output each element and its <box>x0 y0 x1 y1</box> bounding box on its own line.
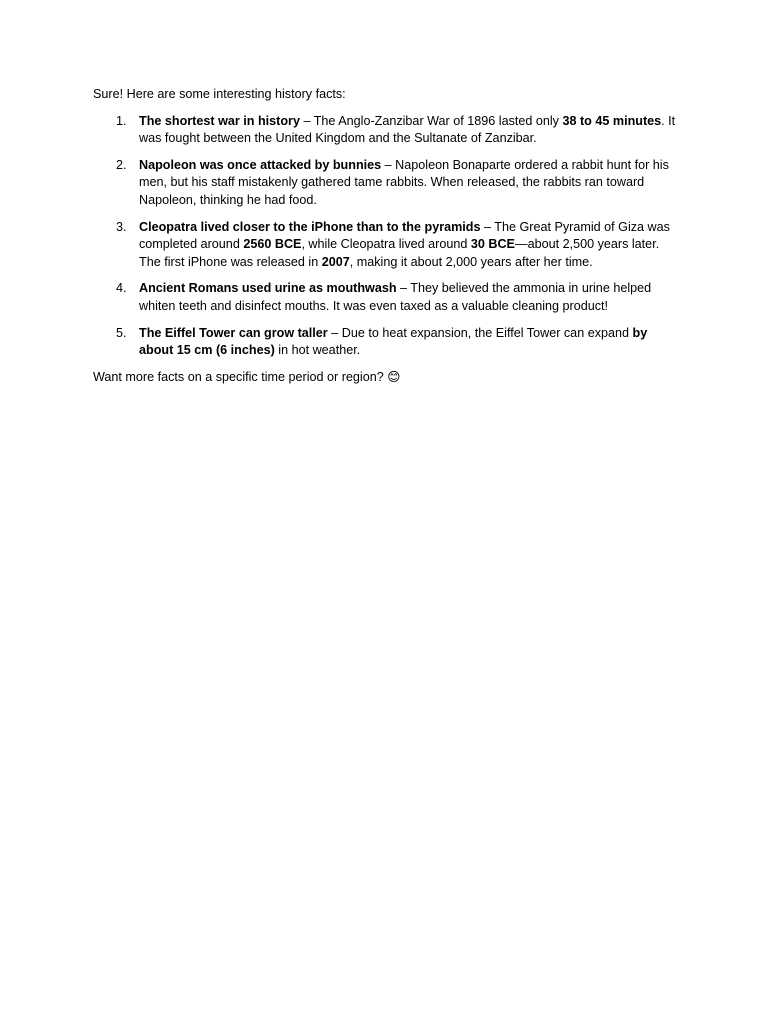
fact-segment: – The Anglo-Zanzibar War of 1896 lasted only <box>299 113 563 128</box>
fact-bold-segment: The Eiffel Tower can grow taller <box>139 325 328 340</box>
fact-segment: – Due to heat expansion, the Eiffel Tower can expand <box>327 325 633 340</box>
fact-text <box>139 114 675 146</box>
fact-bold-segment: Cleopatra lived closer to the iPhone than to the pyramids <box>139 219 481 234</box>
fact-item <box>93 280 683 315</box>
fact-segment: – They believed the ammonia in urine helped whiten teeth and disinfect mouths. It was even taxed as a valuable cleaning product! <box>139 281 652 313</box>
fact-number: 1. <box>116 113 127 128</box>
fact-text <box>139 158 669 207</box>
facts-list <box>93 113 683 360</box>
fact-item <box>93 157 683 210</box>
fact-item <box>93 219 683 272</box>
fact-number: 2. <box>116 157 127 172</box>
fact-item <box>93 325 683 360</box>
outro-text: Want more facts on a specific time period or region? 😊 <box>93 369 401 384</box>
fact-text <box>139 281 651 313</box>
fact-number: 3. <box>116 219 127 234</box>
fact-bold-segment: 38 to 45 minutes <box>562 113 662 128</box>
fact-segment: —about 2,500 years later. The first iPhone was released in <box>139 237 660 269</box>
document-page <box>93 86 683 386</box>
fact-segment: , while Cleopatra lived around <box>301 237 471 252</box>
fact-number: 5. <box>116 325 127 340</box>
fact-bold-segment: 2560 BCE <box>243 237 302 252</box>
fact-text <box>139 326 647 358</box>
fact-segment: in hot weather. <box>274 343 361 358</box>
fact-item <box>93 113 683 148</box>
fact-bold-segment: 2007 <box>321 254 350 269</box>
fact-segment: – Napoleon Bonaparte ordered a rabbit hunt for his men, but his staff mistakenly gathered tame rabbits. When released, the rabbits ran toward Napoleon, thinking he had food. <box>139 157 669 207</box>
fact-segment: . It was fought between the United Kingdom and the Sultanate of Zanzibar. <box>139 113 676 146</box>
intro-text: Sure! Here are some interesting history facts: <box>93 87 346 101</box>
fact-segment: , making it about 2,000 years after her time. <box>349 254 593 269</box>
fact-text <box>139 220 670 269</box>
fact-bold-segment: by about 15 cm (6 inches) <box>139 325 648 358</box>
fact-number: 4. <box>116 281 127 296</box>
fact-bold-segment: Napoleon was once attacked by bunnies <box>139 157 382 172</box>
fact-bold-segment: Ancient Romans used urine as mouthwash <box>139 281 397 296</box>
fact-segment: – The Great Pyramid of Giza was completed around <box>139 219 670 252</box>
fact-bold-segment: 30 BCE <box>470 237 515 252</box>
fact-bold-segment: The shortest war in history <box>139 113 300 128</box>
